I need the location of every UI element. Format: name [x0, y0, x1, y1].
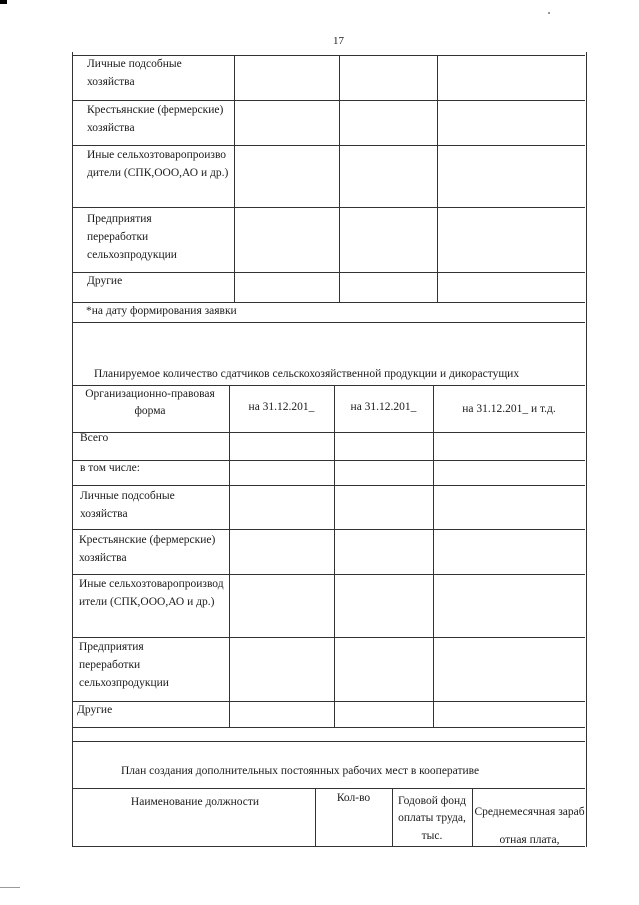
table-2-title: Планируемое количество сдатчиков сельскохозяйственной продукции и дикорастущих [94, 368, 520, 380]
table-2-header-col1: на 31.12.201_ [248, 401, 315, 413]
table-3-header-count: Кол-во [336, 792, 371, 804]
table-3-header-salary: Среднемесячная заработная плата, [474, 806, 585, 846]
table-2-header-col3: на 31.12.201_ и т.д. [462, 403, 556, 415]
scan-speck [548, 12, 550, 14]
page-number: 17 [333, 35, 344, 47]
table-2-row-label: Другие [77, 704, 113, 716]
table-1-row-label: Предприятия переработки сельхозпродукции [87, 213, 177, 261]
table-3-header-fund: Годовой фонд оплаты труда, тыс. [398, 795, 466, 842]
scan-mark [0, 0, 7, 4]
table-1-row-label: Другие [87, 275, 123, 287]
table-2-header-org-form: Организационно-правовая форма [85, 388, 215, 418]
table-1-row-label: Личные подсобные хозяйства [87, 58, 182, 88]
table-2-header-col2: на 31.12.201_ [350, 401, 417, 413]
table-3-header-position: Наименование должности [130, 796, 260, 808]
table-2-row-label: Иные сельхозтоваропроизводители (СПК,ООО,АО и др.) [79, 578, 224, 608]
table-1-row-label: Крестьянские (фермерские) хозяйства [87, 104, 224, 134]
table-2-row-label: Всего [80, 432, 109, 444]
table-2-row-label: в том числе: [80, 462, 140, 474]
table-2-row-label: Предприятия переработки сельхозпродукции [79, 641, 169, 689]
table-1-row-label: Иные сельхозтоваропроизводители (СПК,ООО,АО и др.) [87, 149, 229, 179]
footnote: *на дату формирования заявки [86, 305, 237, 317]
scan-edge-line [0, 887, 20, 888]
table-2-row-label: Крестьянские (фермерские) хозяйства [79, 534, 216, 564]
table-3-title: План создания дополнительных постоянных рабочих мест в кооперативе [121, 765, 480, 777]
table-2-row-label: Личные подсобные хозяйства [80, 490, 175, 520]
